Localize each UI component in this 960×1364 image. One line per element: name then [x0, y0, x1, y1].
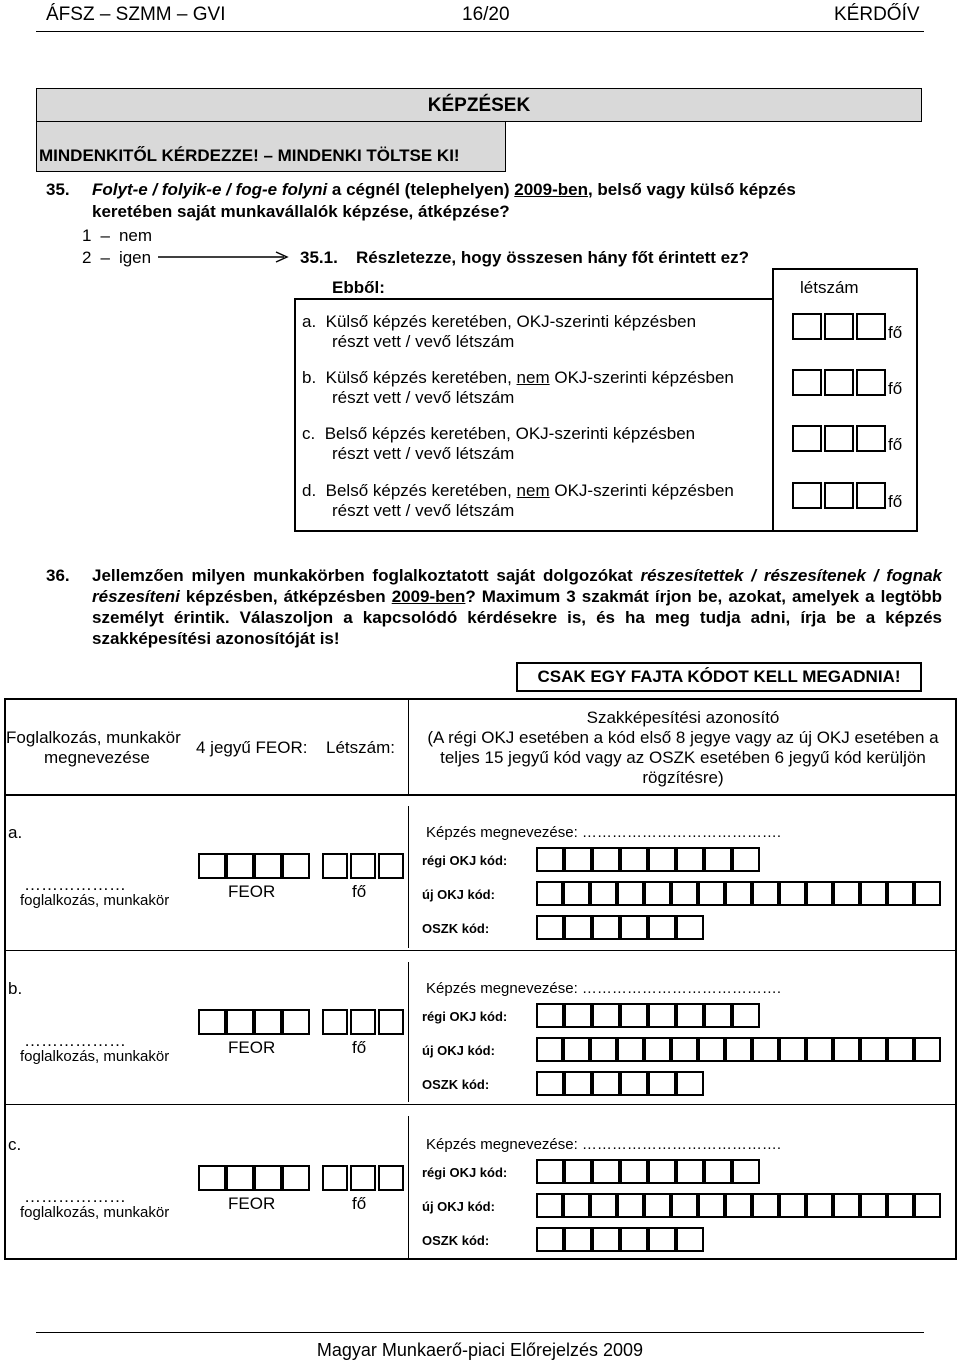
digit-box[interactable] — [914, 1193, 941, 1218]
digit-box[interactable] — [564, 1159, 592, 1184]
digit-box[interactable] — [322, 1165, 348, 1191]
row-letter: a. — [8, 823, 23, 842]
row-text: Külső képzés keretében, — [325, 312, 517, 331]
q35-number: 35. — [46, 180, 70, 199]
digit-box[interactable] — [648, 915, 676, 940]
digit-box[interactable] — [536, 1193, 563, 1218]
oszk-label: OSZK kód: — [422, 1077, 490, 1092]
digit-box[interactable] — [536, 881, 563, 906]
digit-box[interactable] — [648, 1003, 676, 1028]
digit-box[interactable] — [282, 1165, 310, 1191]
digit-box[interactable] — [282, 853, 310, 879]
occupation-dots: ……………… — [24, 1031, 126, 1050]
row-letter: d. — [302, 481, 317, 500]
digit-box[interactable] — [914, 1037, 941, 1062]
ebbol-label: Ebből: — [332, 278, 385, 297]
digit-box[interactable] — [378, 1165, 404, 1191]
digit-box[interactable] — [536, 1037, 563, 1062]
feor-label: FEOR — [228, 1038, 276, 1057]
digit-box[interactable] — [254, 853, 282, 879]
digit-box[interactable] — [592, 1159, 620, 1184]
regi-okj-label: régi OKJ kód: — [422, 853, 508, 868]
row-text-2: OKJ-szerinti képzésben — [549, 368, 734, 387]
digit-box[interactable] — [704, 847, 732, 872]
digit-box[interactable] — [590, 1193, 617, 1218]
digit-box[interactable] — [860, 1037, 887, 1062]
row-negation: nem — [516, 481, 550, 500]
occupation-dots: ……………… — [24, 1187, 126, 1206]
digit-box[interactable] — [833, 1193, 860, 1218]
q36-number: 36. — [46, 566, 70, 585]
col-azonosito-l2: (A régi OKJ esetében a kód első 8 jegye vagy az új OKJ esetében a — [427, 728, 939, 747]
fo-label: fő — [352, 1038, 367, 1057]
unit-label: fő — [888, 492, 903, 511]
digit-box[interactable] — [536, 1227, 564, 1252]
row-subtext: részt vett / vevő létszám — [332, 332, 515, 351]
row-letter: a. — [302, 312, 317, 331]
digit-box[interactable] — [620, 847, 648, 872]
digit-box[interactable] — [806, 1037, 833, 1062]
digit-box[interactable] — [732, 1003, 760, 1028]
digit-box[interactable] — [590, 1037, 617, 1062]
digit-box[interactable] — [563, 881, 590, 906]
q35-question — [92, 180, 914, 200]
digit-box[interactable] — [792, 425, 822, 452]
digit-box[interactable] — [620, 1227, 648, 1252]
q35-text-b: , belső vagy külső képzés — [587, 180, 796, 199]
oszk-label: OSZK kód: — [422, 921, 490, 936]
q35-year: 2009-ben — [514, 180, 588, 199]
row-subtext: részt vett / vevő létszám — [332, 444, 515, 463]
digit-box[interactable] — [590, 881, 617, 906]
digit-box[interactable] — [564, 847, 592, 872]
digit-box[interactable] — [617, 1037, 644, 1062]
row-letter: c. — [8, 1135, 22, 1154]
digit-box[interactable] — [254, 1009, 282, 1035]
digit-box[interactable] — [676, 847, 704, 872]
q35-option-2-code: 2 — [82, 248, 92, 267]
digit-box[interactable] — [536, 1003, 564, 1028]
unit-label: fő — [888, 379, 903, 398]
q36-text-2: képzésben, átképzésben — [179, 587, 392, 606]
q35-option-2[interactable]: 2 – igen — [82, 248, 152, 267]
digit-box[interactable] — [648, 847, 676, 872]
occupation-label: foglalkozás, munkakör — [20, 1048, 170, 1065]
digit-box[interactable] — [592, 1227, 620, 1252]
col-letszam: Létszám: — [326, 738, 395, 757]
q35-option-1[interactable]: 1 – nem — [82, 226, 153, 245]
digit-box[interactable] — [254, 1165, 282, 1191]
digit-box[interactable] — [620, 915, 648, 940]
digit-box[interactable] — [698, 1193, 725, 1218]
digit-box[interactable] — [644, 1193, 671, 1218]
digit-box[interactable] — [592, 915, 620, 940]
digit-box[interactable] — [648, 1227, 676, 1252]
q36-question — [92, 565, 942, 649]
digit-box[interactable] — [779, 1193, 806, 1218]
digit-box[interactable] — [620, 1003, 648, 1028]
q35-option-1-label: nem — [118, 226, 153, 245]
digit-box[interactable] — [792, 482, 822, 509]
digit-box[interactable] — [725, 1193, 752, 1218]
q35-option-1-code: 1 — [82, 226, 92, 245]
digit-box[interactable] — [856, 369, 886, 396]
notice-text: CSAK EGY FAJTA KÓDOT KELL MEGADNIA! — [537, 667, 901, 686]
digit-box[interactable] — [856, 313, 886, 340]
digit-box[interactable] — [860, 1193, 887, 1218]
occupation-label: foglalkozás, munkakör — [20, 1204, 170, 1221]
digit-box[interactable] — [563, 1193, 590, 1218]
q36-text-1: Jellemzően milyen munkakörben foglalkoztatott saját dolgozókat — [92, 566, 641, 585]
digit-box[interactable] — [592, 1003, 620, 1028]
unit-label: fő — [888, 435, 903, 454]
digit-box[interactable] — [824, 369, 854, 396]
digit-box[interactable] — [676, 1071, 704, 1096]
fo-label: fő — [352, 1194, 367, 1213]
col-occupation-l2: megnevezése — [44, 748, 150, 767]
digit-box[interactable] — [198, 1165, 226, 1191]
digit-box[interactable] — [824, 313, 854, 340]
letszam-header: létszám — [800, 278, 859, 297]
q35-1-number: 35.1. — [300, 248, 338, 267]
digit-box[interactable] — [564, 1071, 592, 1096]
digit-box[interactable] — [563, 1037, 590, 1062]
notice-box — [516, 662, 922, 692]
row-text-2: OKJ-szerinti képzésben — [516, 312, 697, 331]
digit-box[interactable] — [806, 1193, 833, 1218]
header-rule — [36, 31, 924, 32]
digit-box[interactable] — [198, 853, 226, 879]
kepzes-megnevezese[interactable]: Képzés megnevezése: …………………………………. — [426, 980, 782, 997]
digit-box[interactable] — [350, 1165, 376, 1191]
row-subtext: részt vett / vevő létszám — [332, 388, 515, 407]
digit-box[interactable] — [698, 1037, 725, 1062]
digit-box[interactable] — [887, 881, 914, 906]
row-text: Belső képzés keretében, — [324, 424, 516, 443]
occupation-label: foglalkozás, munkakör — [20, 892, 170, 909]
row-negation: nem — [516, 368, 550, 387]
digit-box[interactable] — [732, 847, 760, 872]
regi-okj-label: régi OKJ kód: — [422, 1165, 508, 1180]
q36-italic: részesítettek / részesítenek / fognak részesíteni — [92, 566, 942, 606]
q35-line2: keretében saját munkavállalók képzése, átképzése? — [92, 202, 510, 221]
q35-italic: Folyt-e / folyik-e / fog-e folyni — [92, 180, 328, 199]
digit-box[interactable] — [725, 881, 752, 906]
digit-box[interactable] — [536, 1159, 564, 1184]
digit-box[interactable] — [322, 853, 348, 879]
footer-text: Magyar Munkaerő-piaci Előrejelzés 2009 — [316, 1340, 644, 1360]
digit-box[interactable] — [592, 847, 620, 872]
digit-box[interactable] — [824, 482, 854, 509]
digit-box[interactable] — [671, 881, 698, 906]
digit-box[interactable] — [564, 1227, 592, 1252]
row-letter: b. — [8, 979, 23, 998]
digit-box[interactable] — [226, 1165, 254, 1191]
section-title: KÉPZÉSEK — [427, 95, 531, 116]
digit-box[interactable] — [704, 1003, 732, 1028]
instruction-text: MINDENKITŐL KÉRDEZZE! – MINDENKI TÖLTSE KI! — [39, 146, 460, 165]
digit-box[interactable] — [676, 1159, 704, 1184]
digit-box[interactable] — [856, 425, 886, 452]
digit-box[interactable] — [833, 1037, 860, 1062]
digit-box[interactable] — [620, 1071, 648, 1096]
digit-box[interactable] — [617, 1193, 644, 1218]
digit-box[interactable] — [226, 1009, 254, 1035]
uj-okj-label: új OKJ kód: — [422, 1043, 495, 1058]
row-letter: c. — [302, 424, 316, 443]
digit-box[interactable] — [860, 881, 887, 906]
col-azonosito-l3: teljes 15 jegyű kód vagy az OSZK esetében 6 jegyű kód kerüljön — [440, 748, 926, 767]
col-occupation-l1: Foglalkozás, munkakör — [6, 728, 181, 747]
header-left: ÁFSZ – SZMM – GVI — [46, 4, 226, 25]
digit-box[interactable] — [752, 1193, 779, 1218]
digit-box[interactable] — [671, 1193, 698, 1218]
digit-box[interactable] — [564, 915, 592, 940]
occupation-dots: ……………… — [24, 875, 126, 894]
digit-box[interactable] — [644, 881, 671, 906]
col-azonosito-l4: rögzítésre) — [642, 768, 724, 787]
digit-box[interactable] — [856, 482, 886, 509]
digit-box[interactable] — [620, 1159, 648, 1184]
digit-box[interactable] — [648, 1071, 676, 1096]
digit-box[interactable] — [322, 1009, 348, 1035]
kepzes-megnevezese[interactable]: Képzés megnevezése: …………………………………. — [426, 1136, 782, 1153]
digit-box[interactable] — [887, 1037, 914, 1062]
section-title-bar — [36, 88, 922, 122]
digit-box[interactable] — [676, 1003, 704, 1028]
q35-1-text: Részletezze, hogy összesen hány főt érintett ez? — [356, 248, 749, 267]
digit-box[interactable] — [824, 425, 854, 452]
feor-label: FEOR — [228, 1194, 276, 1213]
digit-box[interactable] — [536, 915, 564, 940]
digit-box[interactable] — [698, 881, 725, 906]
digit-box[interactable] — [648, 1159, 676, 1184]
fo-label: fő — [352, 882, 367, 901]
digit-box[interactable] — [887, 1193, 914, 1218]
uj-okj-label: új OKJ kód: — [422, 1199, 495, 1214]
digit-box[interactable] — [198, 1009, 226, 1035]
digit-box[interactable] — [792, 313, 822, 340]
header-right: KÉRDŐÍV — [834, 4, 920, 25]
digit-box[interactable] — [564, 1003, 592, 1028]
digit-box[interactable] — [536, 847, 564, 872]
digit-box[interactable] — [378, 853, 404, 879]
digit-box[interactable] — [725, 1037, 752, 1062]
digit-box[interactable] — [617, 881, 644, 906]
digit-box[interactable] — [914, 881, 941, 906]
unit-label: fő — [888, 323, 903, 342]
uj-okj-label: új OKJ kód: — [422, 887, 495, 902]
digit-box[interactable] — [226, 853, 254, 879]
row-text: Belső képzés keretében, — [325, 481, 517, 500]
footer-rule — [36, 1332, 924, 1333]
header-page-number: 16/20 — [462, 4, 510, 25]
digit-box[interactable] — [592, 1071, 620, 1096]
digit-box[interactable] — [676, 915, 704, 940]
digit-box[interactable] — [644, 1037, 671, 1062]
q36-year: 2009-ben — [391, 587, 466, 606]
regi-okj-label: régi OKJ kód: — [422, 1009, 508, 1024]
arrow-right-icon — [158, 250, 294, 264]
digit-box[interactable] — [833, 881, 860, 906]
digit-box[interactable] — [779, 881, 806, 906]
digit-box[interactable] — [732, 1159, 760, 1184]
digit-box[interactable] — [792, 369, 822, 396]
digit-box[interactable] — [752, 881, 779, 906]
digit-box[interactable] — [806, 881, 833, 906]
kepzes-megnevezese[interactable]: Képzés megnevezése: …………………………………. — [426, 824, 782, 841]
row-text-2: OKJ-szerinti képzésben — [515, 424, 696, 443]
instruction-bar — [36, 122, 506, 172]
digit-box[interactable] — [378, 1009, 404, 1035]
oszk-label: OSZK kód: — [422, 1233, 490, 1248]
digit-box[interactable] — [536, 1071, 564, 1096]
q36-text-3: ? Maximum 3 szakmát írjon be, azokat, amelyek a legtöbb személyt érintik. Válaszoljon a kapcsolódó kérdésekre is, és ha meg tudja adni, írja be a képzés szakképesítési azonosítóját is! — [92, 587, 942, 648]
digit-box[interactable] — [779, 1037, 806, 1062]
row-text: Külső képzés keretében, — [325, 368, 517, 387]
digit-box[interactable] — [282, 1009, 310, 1035]
digit-box[interactable] — [752, 1037, 779, 1062]
row-text-2: OKJ-szerinti képzésben — [549, 481, 734, 500]
digit-box[interactable] — [350, 853, 376, 879]
col-azonosito-l1: Szakképesítési azonosító — [586, 708, 780, 727]
row-subtext: részt vett / vevő létszám — [332, 501, 515, 520]
row-letter: b. — [302, 368, 317, 387]
q35-option-2-label: igen — [118, 248, 152, 267]
digit-box[interactable] — [350, 1009, 376, 1035]
q35-text-a: a cégnél (telephelyen) — [327, 180, 515, 199]
digit-box[interactable] — [676, 1227, 704, 1252]
feor-label: FEOR — [228, 882, 276, 901]
digit-box[interactable] — [671, 1037, 698, 1062]
digit-box[interactable] — [704, 1159, 732, 1184]
col-feor: 4 jegyű FEOR: — [196, 738, 308, 757]
